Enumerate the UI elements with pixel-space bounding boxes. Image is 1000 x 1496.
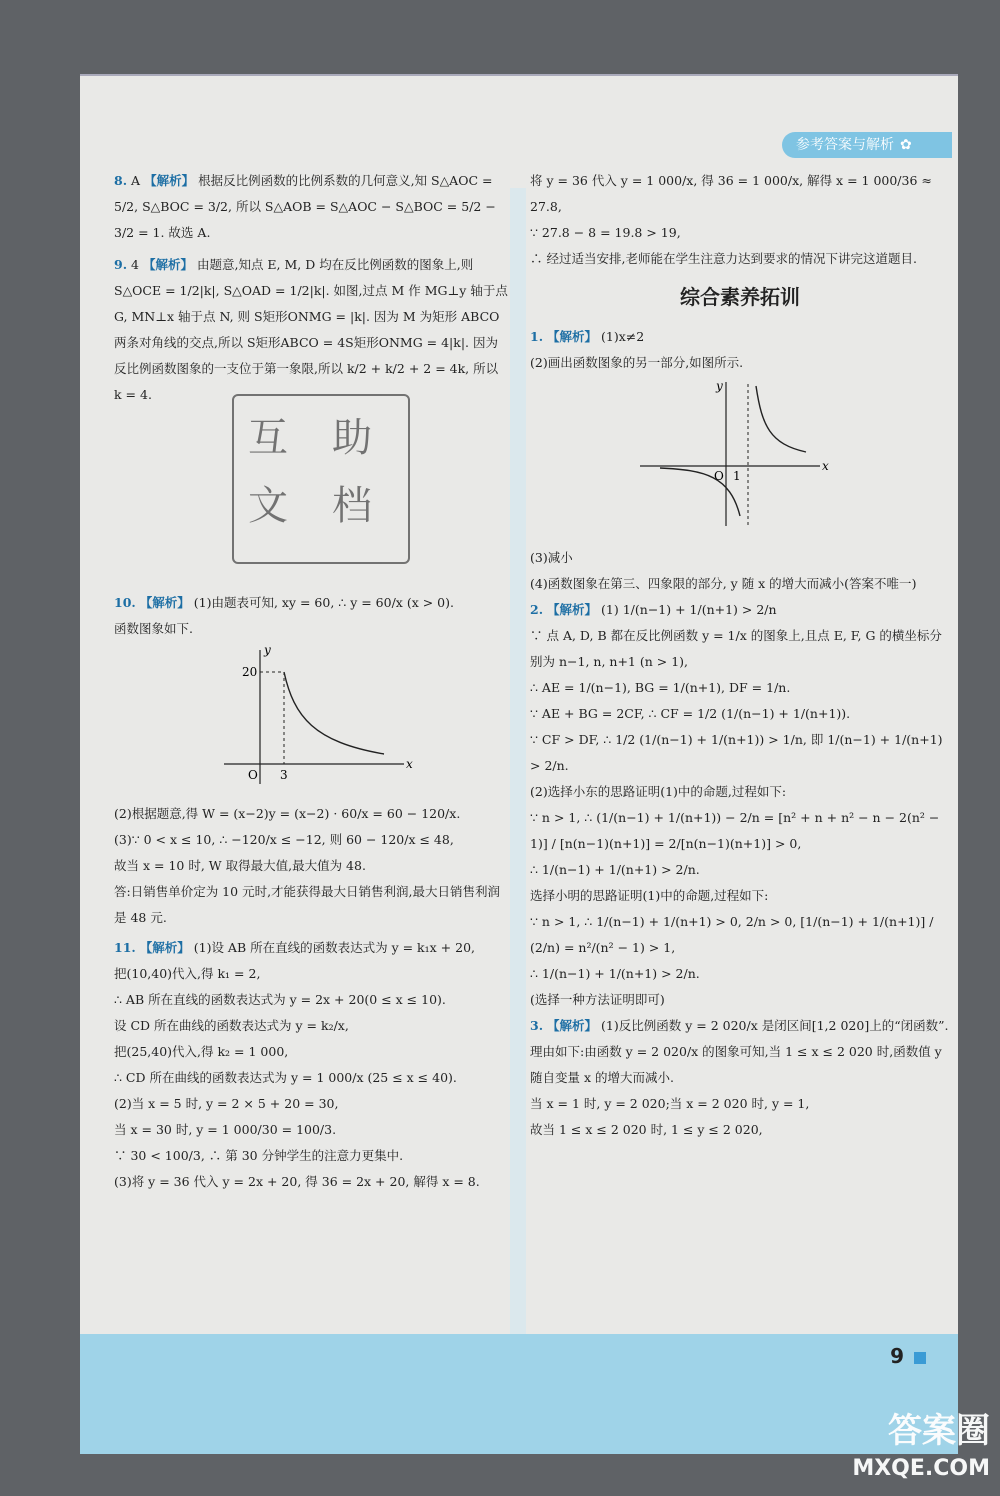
q11-p1: (1)设 AB 所在直线的函数表达式为 y = k₁x + 20,	[193, 940, 475, 955]
stamp-char-3: 文	[248, 483, 288, 529]
q8-tag: 【解析】	[144, 173, 195, 188]
stamp-char-4: 档	[332, 483, 372, 529]
q10-p1: (1)由题表可知, xy = 60, ∴ y = 60/x (x > 0).	[193, 595, 454, 610]
r3-p2: 当 x = 1 时, y = 2 020;当 x = 2 020 时, y = 1,	[530, 1096, 810, 1111]
q10-y-tick: 20	[242, 665, 258, 679]
q11-p4: 设 CD 所在曲线的函数表达式为 y = k₂/x,	[114, 1018, 349, 1033]
page-number: 9	[890, 1344, 904, 1368]
r3-line1	[530, 1013, 950, 1091]
r2-p1: (1) 1/(n−1) + 1/(n+1) > 2/n	[601, 602, 777, 617]
r1-curve-lower	[660, 468, 740, 516]
watermark-line2: MXQE.COM	[852, 1456, 990, 1481]
stamp-char-2: 助	[332, 415, 372, 461]
stamp-char-1: 互	[248, 415, 288, 461]
r1-y-label: y	[716, 379, 723, 393]
r2-p10: ∵ n > 1, ∴ 1/(n−1) + 1/(n+1) > 0, 2/n > 0, [1/(n−1) + 1/(n+1)] / (2/n) = n²/(n² − 1) > 1,	[530, 914, 934, 955]
r2-p9: 选择小明的思路证明(1)中的命题,过程如下:	[530, 888, 769, 903]
r2-p7: ∵ n > 1, ∴ (1/(n−1) + 1/(n+1)) − 2/n = [n² + n + n² − n − 2(n² − 1)] / [n(n−1)(n+1)] = 2/[n(n−1)(n+1)] > 0,	[530, 810, 940, 851]
r1-line1	[530, 324, 950, 350]
q10-p6: 答:日销售单价定为 10 元时,才能获得最大日销售利润,最大日销售利润是 48 元.	[114, 884, 501, 925]
q10-tag: 【解析】	[139, 595, 190, 610]
r2-tag: 【解析】	[547, 602, 598, 617]
r2-p8: ∴ 1/(n−1) + 1/(n+1) > 2/n.	[530, 862, 700, 877]
q10-x-tick: 3	[280, 768, 288, 782]
r1-p4: (4)函数图象在第三、四象限的部分, y 随 x 的增大而减小(答案不唯一)	[530, 576, 917, 591]
q11-line1	[114, 935, 509, 961]
column-divider	[510, 188, 526, 1408]
section-title: 综合素养拓训	[680, 285, 800, 309]
r2-p2: ∵ 点 A, D, B 都在反比例函数 y = 1/x 的图象上,且点 E, F, G 的横坐标分别为 n−1, n, n+1 (n > 1),	[530, 628, 942, 669]
r3-p1: (1)反比例函数 y = 2 020/x 是闭区间[1,2 020]上的“闭函数”.理由如下:由函数 y = 2 020/x 的图象可知,当 1 ≤ x ≤ 2 020 时,函数值 y 随自变量 x 的增大而减小.	[530, 1018, 949, 1085]
header-tag	[782, 132, 952, 158]
q10-curve	[284, 672, 384, 754]
q8-text: 根据反比例函数的比例系数的几何意义,知 S△AOC = 5/2, S△BOC = 3/2, 所以 S△AOB = S△AOC − S△BOC = 5/2 − 3/2 = 1. 故选 A.	[114, 173, 496, 240]
page-marker	[914, 1352, 926, 1364]
r1-p1: (1)x≠2	[601, 329, 645, 344]
q11-p9: ∵ 30 < 100/3, ∴ 第 30 分钟学生的注意力更集中.	[114, 1148, 404, 1163]
left-column	[114, 168, 509, 1195]
r2-p12: (选择一种方法证明即可)	[530, 992, 665, 1007]
q8	[114, 168, 509, 246]
q10-p2: 函数图象如下.	[114, 621, 193, 636]
q10-p5: 故当 x = 10 时, W 取得最大值,最大值为 48.	[114, 858, 366, 873]
swirl-icon: ✿	[900, 137, 912, 153]
q8-answer: A	[131, 173, 141, 188]
r1-p3: (3)减小	[530, 550, 573, 565]
r1-x-label: x	[822, 459, 829, 473]
q11-p3: ∴ AB 所在直线的函数表达式为 y = 2x + 20(0 ≤ x ≤ 10).	[114, 992, 446, 1007]
r2-p4: ∵ AE + BG = 2CF, ∴ CF = 1/2 (1/(n−1) + 1/(n+1)).	[530, 706, 851, 721]
r2-p5: ∵ CF > DF, ∴ 1/2 (1/(n−1) + 1/(n+1)) > 1/n, 即 1/(n−1) + 1/(n+1) > 2/n.	[530, 732, 943, 773]
q10-origin: O	[248, 768, 258, 782]
r2-number: 2.	[530, 602, 544, 617]
q11-p5: 把(25,40)代入,得 k₂ = 1 000,	[114, 1044, 289, 1059]
r1-tag: 【解析】	[547, 329, 598, 344]
r3-number: 3.	[530, 1018, 544, 1033]
watermark-line1: 答案圈	[888, 1411, 990, 1451]
r2-p11: ∴ 1/(n−1) + 1/(n+1) > 2/n.	[530, 966, 700, 981]
cont-p3: ∴ 经过适当安排,老师能在学生注意力达到要求的情况下讲完这道题目.	[530, 251, 917, 266]
q11-number: 11.	[114, 940, 136, 955]
r1-tick: 1	[733, 469, 741, 483]
watermark	[852, 1412, 990, 1488]
header-tag-label: 参考答案与解析	[796, 137, 894, 153]
q10-x-label: x	[406, 757, 413, 771]
r1-origin: O	[714, 469, 724, 483]
q10-p3: (2)根据题意,得 W = (x−2)y = (x−2) · 60/x = 60 − 120/x.	[114, 806, 461, 821]
stamp	[232, 394, 410, 564]
q9-answer: 4	[131, 257, 139, 272]
r2-p6: (2)选择小东的思路证明(1)中的命题,过程如下:	[530, 784, 787, 799]
q10-graph	[114, 642, 509, 792]
q11-p6: ∴ CD 所在曲线的函数表达式为 y = 1 000/x (25 ≤ x ≤ 40).	[114, 1070, 457, 1085]
q10-number: 10.	[114, 595, 136, 610]
q10-y-label: y	[264, 643, 271, 657]
r3-tag: 【解析】	[547, 1018, 598, 1033]
answer-page	[80, 74, 958, 1454]
q11-p8: 当 x = 30 时, y = 1 000/30 = 100/3.	[114, 1122, 337, 1137]
r1-number: 1.	[530, 329, 544, 344]
q11-p7: (2)当 x = 5 时, y = 2 × 5 + 20 = 30,	[114, 1096, 339, 1111]
r2-line1	[530, 597, 950, 623]
q9-number: 9.	[114, 257, 128, 272]
r1-curve-upper	[756, 386, 806, 452]
r1-graph	[530, 376, 950, 536]
right-column	[530, 168, 950, 1143]
r1-p2: (2)画出函数图象的另一部分,如图所示.	[530, 355, 744, 370]
q10-line1	[114, 590, 509, 616]
q11-tag: 【解析】	[139, 940, 190, 955]
footer-band	[80, 1334, 958, 1454]
cont-p2: ∵ 27.8 − 8 = 19.8 > 19,	[530, 225, 681, 240]
q9	[114, 252, 509, 408]
q9-tag: 【解析】	[142, 257, 193, 272]
q8-number: 8.	[114, 173, 128, 188]
r3-p3: 故当 1 ≤ x ≤ 2 020 时, 1 ≤ y ≤ 2 020,	[530, 1122, 763, 1137]
cont-p1: 将 y = 36 代入 y = 1 000/x, 得 36 = 1 000/x, 解得 x = 1 000/36 ≈ 27.8,	[530, 173, 932, 214]
q11-p2: 把(10,40)代入,得 k₁ = 2,	[114, 966, 261, 981]
q11-p10: (3)将 y = 36 代入 y = 2x + 20, 得 36 = 2x + 20, 解得 x = 8.	[114, 1174, 480, 1189]
q10-p4: (3)∵ 0 < x ≤ 10, ∴ −120/x ≤ −12, 则 60 − 120/x ≤ 48,	[114, 832, 454, 847]
q9-text: 由题意,知点 E, M, D 均在反比例函数的图象上,则 S△OCE = 1/2|k|, S△OAD = 1/2|k|. 如图,过点 M 作 MG⊥y 轴于点 G, MN⊥x 轴于点 N, 则 S矩形ONMG = |k|. 因为 M 为矩形 ABCO 两条对角线的交点,所以 S矩形ABCO = 4S矩形ONMG = 4|k|. 因为反比例函数图象的一支位于第一象限,所以 k/2 + k/2 + 2 = 4k, 所以 k = 4.	[114, 257, 508, 402]
r2-p3: ∴ AE = 1/(n−1), BG = 1/(n+1), DF = 1/n.	[530, 680, 791, 695]
